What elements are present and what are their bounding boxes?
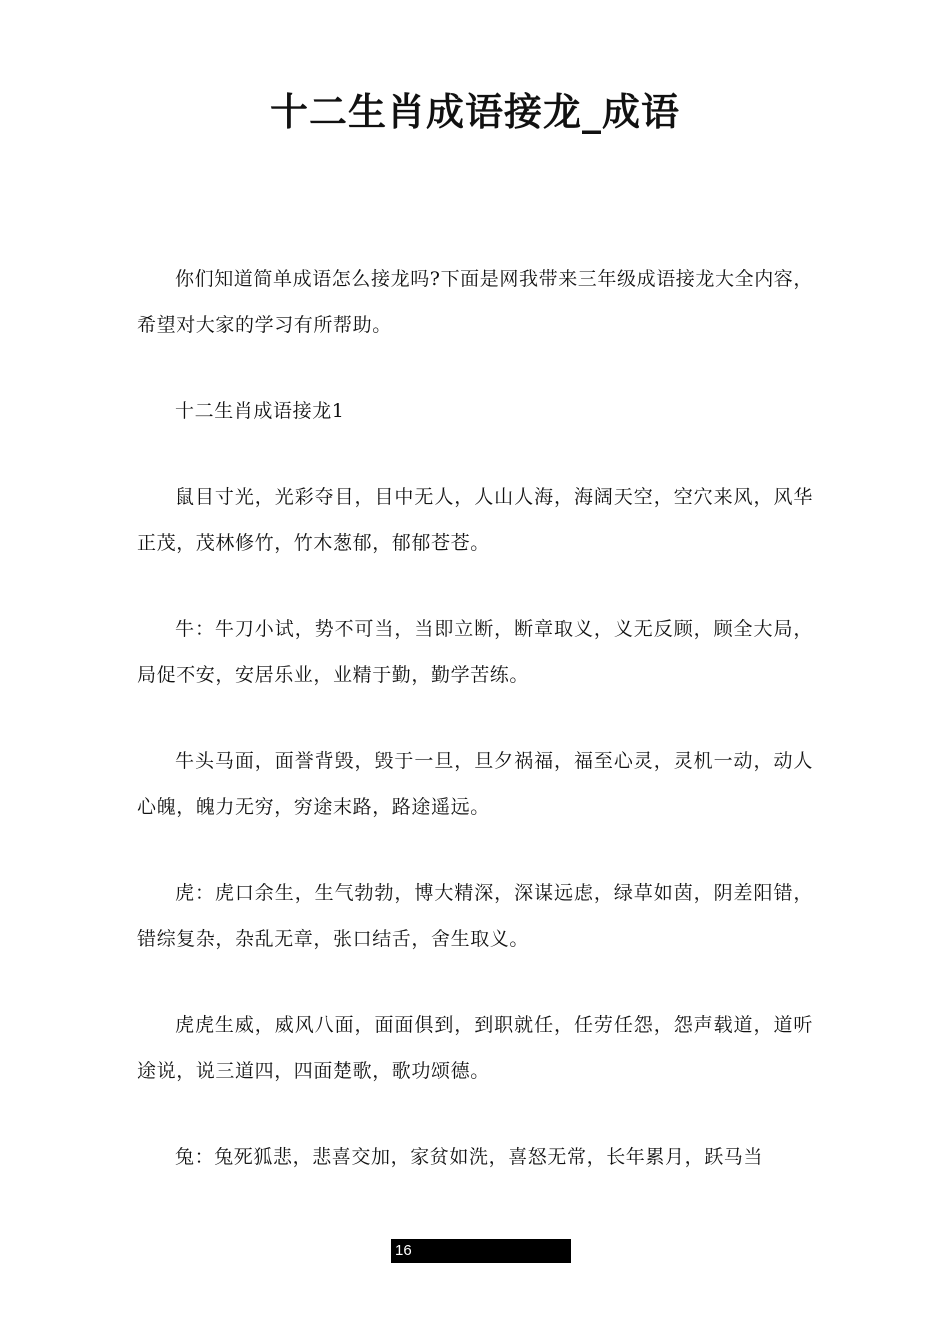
paragraph-tiger: 虎：虎口余生，生气勃勃，博大精深，深谋远虑，绿草如茵，阴差阳错，错综复杂，杂乱无章，张口结舌，舍生取义。 bbox=[137, 882, 813, 950]
paragraph-ox-2: 牛头马面，面誉背毁，毁于一旦，旦夕祸福，福至心灵，灵机一动，动人心魄，魄力无穷，穷途末路，路途遥远。 bbox=[137, 750, 813, 818]
document-body bbox=[137, 256, 813, 1220]
paragraph-rat: 鼠目寸光，光彩夺目，目中无人，人山人海，海阔天空，空穴来风，风华正茂，茂林修竹，竹木葱郁，郁郁苍苍。 bbox=[137, 486, 813, 554]
paragraph-ox: 牛：牛刀小试，势不可当，当即立断，断章取义，义无反顾，顾全大局，局促不安，安居乐业，业精于勤，勤学苦练。 bbox=[137, 618, 813, 686]
page-number: 16 bbox=[395, 1242, 412, 1259]
page-number-bar bbox=[391, 1239, 571, 1263]
intro-paragraph: 你们知道简单成语怎么接龙吗?下面是网我带来三年级成语接龙大全内容，希望对大家的学习有所帮助。 bbox=[137, 268, 813, 336]
section-heading: 十二生肖成语接龙1 bbox=[175, 400, 345, 422]
paragraph-tiger-2: 虎虎生威，威风八面，面面俱到，到职就任，任劳任怨，怨声载道，道听途说，说三道四，四面楚歌，歌功颂德。 bbox=[137, 1014, 813, 1082]
paragraph-rabbit: 兔：兔死狐悲，悲喜交加，家贫如洗，喜怒无常，长年累月，跃马当 bbox=[175, 1146, 764, 1168]
page-title: 十二生肖成语接龙_成语 bbox=[269, 90, 680, 134]
